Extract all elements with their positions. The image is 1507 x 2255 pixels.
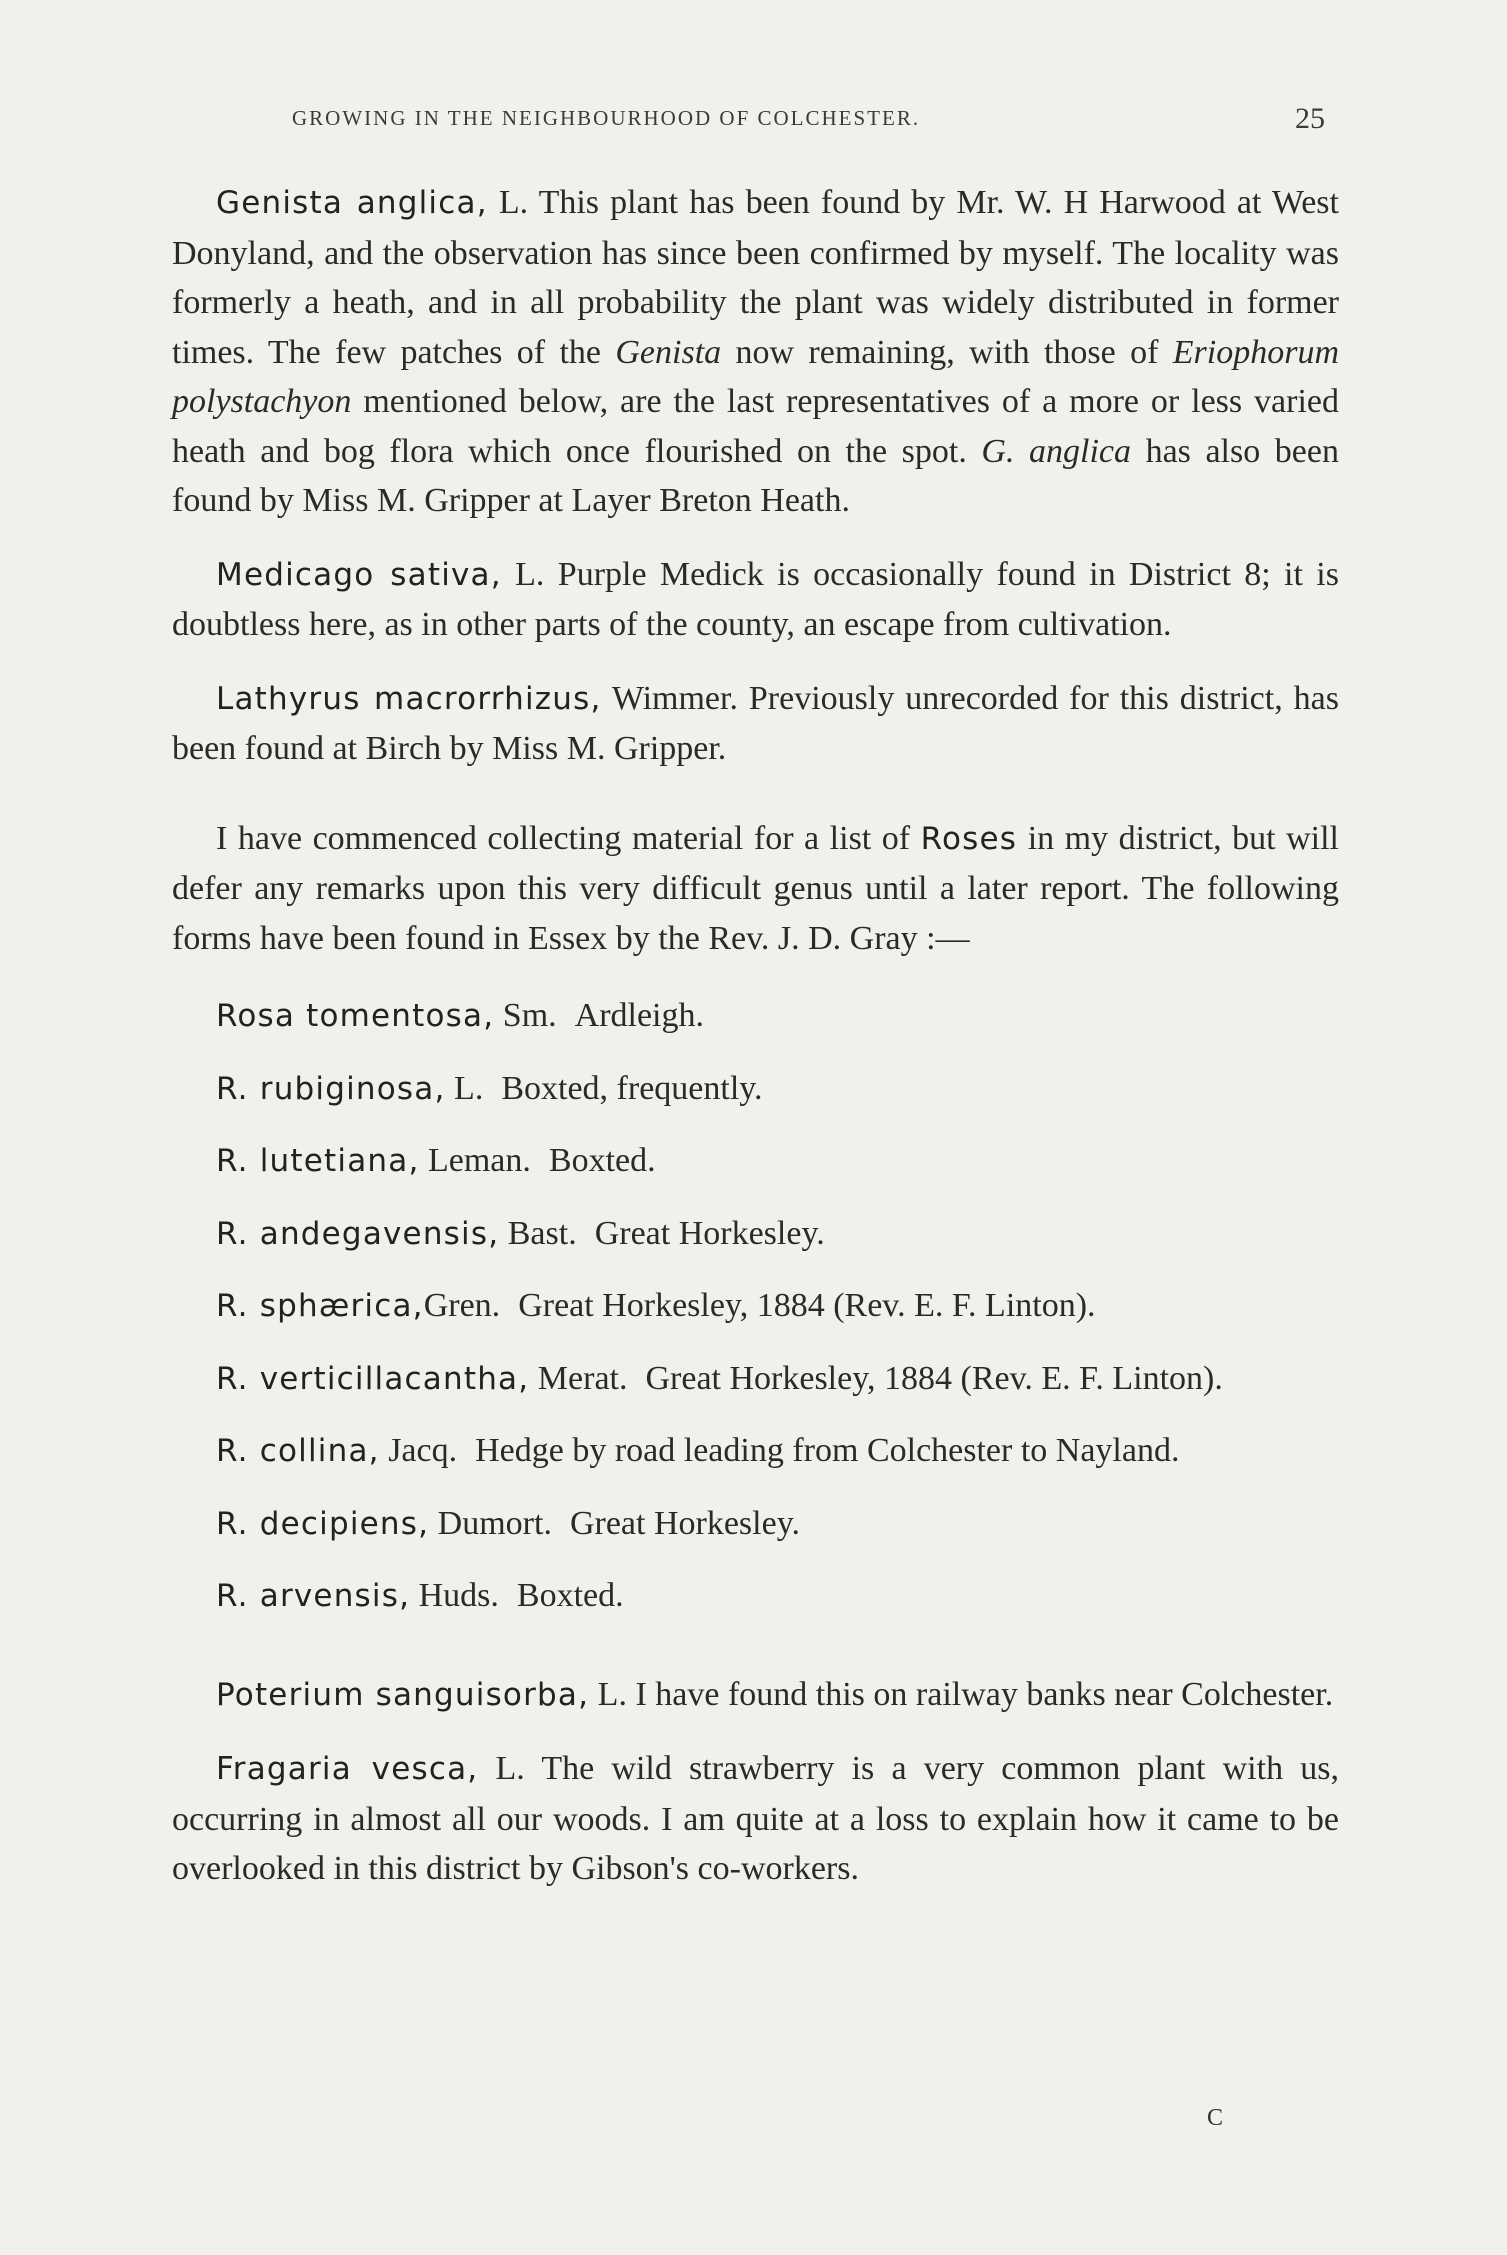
- entry-poterium-sanguisorba: [172, 1670, 1339, 1721]
- species-author: Wimmer.: [601, 679, 738, 717]
- entry-text: now remaining, with those of: [721, 333, 1173, 371]
- roses-heading-word: Roses: [920, 820, 1018, 857]
- italic-species: G. anglica: [981, 432, 1132, 470]
- species-author: L.: [487, 184, 529, 221]
- species-author: Merat.: [529, 1359, 628, 1397]
- rose-locality: Hedge by road leading from Colchester to Nayland.: [475, 1432, 1180, 1469]
- rose-locality: Ardleigh.: [574, 997, 704, 1034]
- species-name: Poterium sanguisorba,: [216, 1676, 590, 1713]
- rose-locality: Great Horkesley, 1884 (Rev. E. F. Linton).: [518, 1287, 1096, 1324]
- entry-genista-anglica: [172, 178, 1339, 526]
- page-number: 25: [1295, 102, 1325, 135]
- rose-locality: Boxted, frequently.: [501, 1069, 763, 1107]
- species-author: L.: [589, 1675, 627, 1713]
- entry-text: in my district, but will defer any remarks upon this very difficult genus until a later report. The following forms have been found in Essex by the Rev. J. D. Gray :—: [172, 819, 1339, 957]
- rose-locality: Great Horkesley.: [594, 1214, 825, 1252]
- running-header: [292, 102, 1333, 135]
- rose-entry: [172, 991, 1339, 1042]
- species-name: R. decipiens,: [216, 1505, 430, 1542]
- species-author: Leman.: [419, 1142, 531, 1179]
- rose-entry: [172, 1354, 1339, 1405]
- species-author: Gren.: [423, 1287, 501, 1324]
- italic-genus: Genista: [615, 333, 722, 371]
- entry-fragaria-vesca: [172, 1744, 1339, 1894]
- species-author: Bast.: [499, 1214, 577, 1252]
- species-name: Genista anglica,: [216, 185, 488, 221]
- rose-entry: [172, 1064, 1339, 1115]
- entry-text: Previously unrecorded for this district, has been found at Birch by Miss M. Gripper.: [172, 679, 1339, 767]
- entry-text: I have commenced collecting material for a list of: [216, 819, 921, 857]
- rose-locality: Great Horkesley, 1884 (Rev. E. F. Linton).: [645, 1359, 1223, 1397]
- rose-locality: Boxted.: [548, 1142, 656, 1179]
- rose-locality: Boxted.: [516, 1577, 624, 1614]
- species-author: L.: [478, 1750, 525, 1787]
- roses-list: [172, 991, 1339, 1622]
- entry-text: Purple Medick is occasionally found in District 8; it is doubtless here, as in other parts of the county, an escape from cultivation.: [172, 555, 1339, 643]
- species-name: R. collina,: [216, 1433, 380, 1469]
- italic-species: Eriophorum polystachyon: [172, 333, 1340, 420]
- page-body: [172, 178, 1339, 1894]
- entry-lathyrus-macrorrhizus: [172, 674, 1339, 774]
- roses-intro: [172, 814, 1339, 964]
- species-name: R. rubiginosa,: [216, 1070, 446, 1107]
- entry-text: This plant has been found by Mr. W. H Harwood at West Donyland, and the observation has since been confirmed by myself. The locality was formerly a heath, and in all probability the plant was widely distributed in former times. The few patches of the: [172, 184, 1339, 371]
- species-name: R. verticillacantha,: [216, 1360, 530, 1397]
- species-author: L.: [501, 555, 545, 593]
- rose-entry: [172, 1209, 1339, 1260]
- species-name: Medicago sativa,: [216, 556, 502, 593]
- rose-entry: [172, 1136, 1339, 1187]
- species-author: Dumort.: [429, 1504, 552, 1542]
- species-name: R. andegavensis,: [216, 1215, 500, 1252]
- entry-text: has also been found by Miss M. Gripper at Layer Breton Heath.: [172, 432, 1339, 519]
- species-name: Rosa tomentosa,: [216, 998, 495, 1034]
- species-author: L.: [445, 1069, 484, 1107]
- entry-text: The wild strawberry is a very common plant with us, occurring in almost all our woods. I am quite at a loss to explain how it came to be overlooked in this district by Gibson's co-workers.: [172, 1750, 1339, 1887]
- species-name: R. sphærica,: [216, 1288, 424, 1324]
- species-name: Lathyrus macrorrhizus,: [216, 680, 602, 717]
- species-author: Huds.: [410, 1577, 499, 1614]
- rose-entry: [172, 1571, 1339, 1622]
- rose-entry: [172, 1426, 1339, 1477]
- rose-entry: [172, 1499, 1339, 1550]
- entry-medicago-sativa: [172, 550, 1339, 650]
- rose-locality: Great Horkesley.: [569, 1504, 800, 1542]
- running-title: GROWING IN THE NEIGHBOURHOOD OF COLCHESTER.: [292, 106, 921, 130]
- entry-text: I have found this on railway banks near Colchester.: [626, 1675, 1334, 1713]
- rose-entry: [172, 1281, 1339, 1332]
- species-name: R. arvensis,: [216, 1578, 411, 1614]
- signature-mark: C: [1207, 2105, 1224, 2131]
- species-author: Sm.: [494, 997, 557, 1034]
- entry-text: mentioned below, are the last representatives of a more or less varied heath and bog flora which once flourished on the spot.: [172, 383, 1339, 470]
- species-name: R. lutetiana,: [216, 1143, 420, 1179]
- species-author: Jacq.: [379, 1432, 458, 1469]
- species-name: Fragaria vesca,: [216, 1751, 479, 1787]
